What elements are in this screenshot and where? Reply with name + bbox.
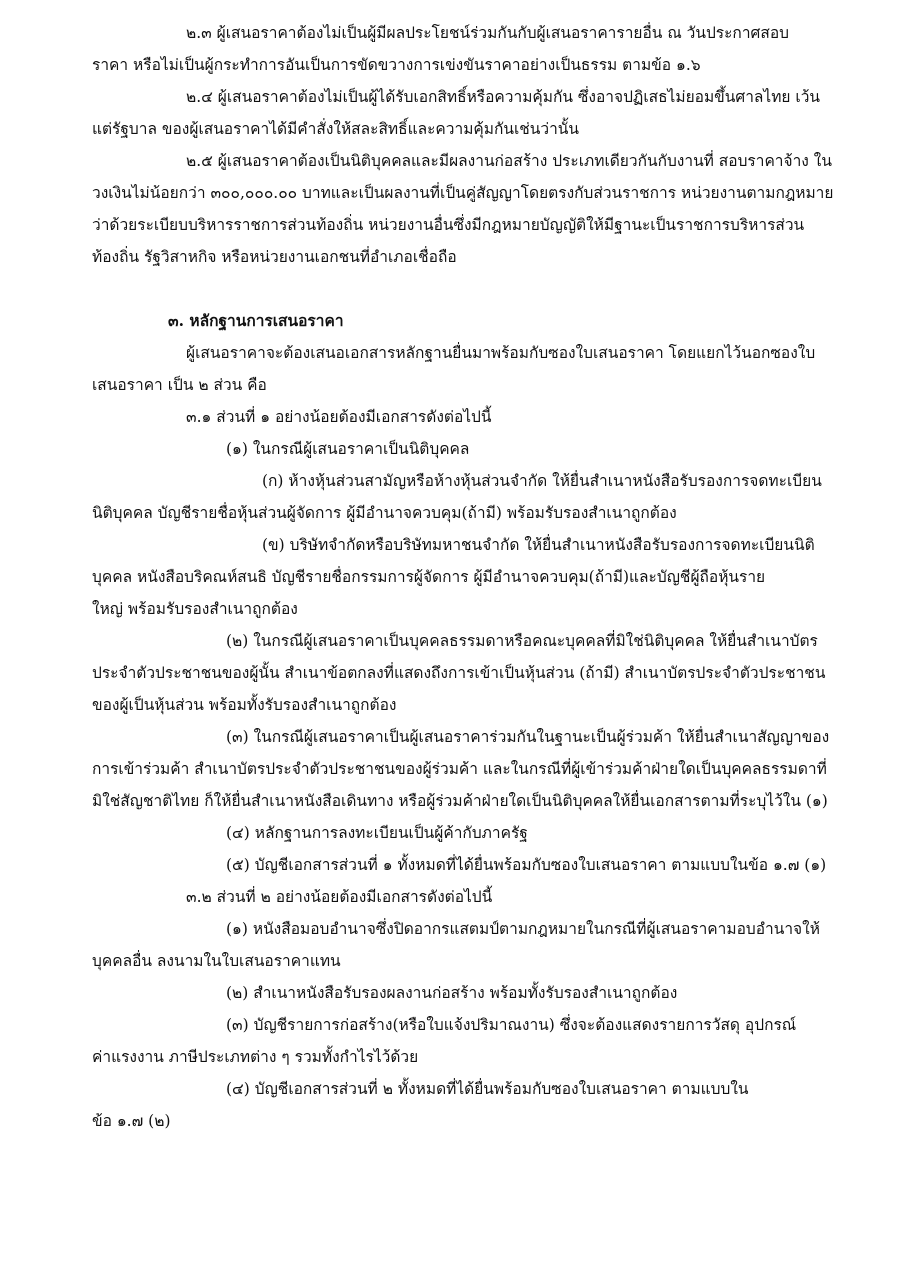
clause-2-5-line-2: วงเงินไม่น้อยกว่า ๓๐๐,๐๐๐.๐๐ บาทและเป็นผลงานที่เป็นคู่สัญญาโดยตรงกับส่วนราชการ หน่วยงานตามกฎหมาย — [92, 184, 834, 202]
clause-3-1-item-3-line-1: (๓) ในกรณีผู้เสนอราคาเป็นผู้เสนอราคาร่วมกันในฐานะเป็นผู้ร่วมค้า ให้ยื่นสำเนาสัญญาของ — [226, 728, 830, 746]
clause-3-1-item-2-line-1: (๒) ในกรณีผู้เสนอราคาเป็นบุคคลธรรมดาหรือคณะบุคคลที่มิใช่นิติบุคคล ให้ยื่นสำเนาบัตร — [226, 632, 818, 650]
clause-3-1-item-1a-line-2: นิติบุคคล บัญชีรายชื่อหุ้นส่วนผู้จัดการ ผู้มีอำนาจควบคุม(ถ้ามี) พร้อมรับรองสำเนาถูกต้อง — [92, 504, 677, 522]
clause-3-2-item-1-line-2: บุคคลอื่น ลงนามในใบเสนอราคาแทน — [92, 952, 341, 970]
clause-3-2-item-4-line-1: (๔) บัญชีเอกสารส่วนที่ ๒ ทั้งหมดที่ได้ยื่นพร้อมกับซองใบเสนอราคา ตามแบบใน — [226, 1080, 749, 1098]
clause-3-1-heading: ๓.๑ ส่วนที่ ๑ อย่างน้อยต้องมีเอกสารดังต่อไปนี้ — [186, 408, 492, 426]
clause-2-5-line-3: ว่าด้วยระเบียบบริหารราชการส่วนท้องถิ่น หน่วยงานอื่นซึ่งมีกฎหมายบัญญัติให้มีฐานะเป็นราชการบริหารส่วน — [92, 216, 805, 234]
clause-3-2-item-3-line-1: (๓) บัญชีรายการก่อสร้าง(หรือใบแจ้งปริมาณงาน) ซึ่งจะต้องแสดงรายการวัสดุ อุปกรณ์ — [226, 1016, 797, 1034]
clause-3-1-item-1b-line-1: (ข) บริษัทจำกัดหรือบริษัทมหาชนจำกัด ให้ยื่นสำเนาหนังสือรับรองการจดทะเบียนนิติ — [262, 536, 815, 554]
clause-3-2-item-2: (๒) สำเนาหนังสือรับรองผลงานก่อสร้าง พร้อมทั้งรับรองสำเนาถูกต้อง — [226, 984, 678, 1002]
clause-3-2-item-4-line-2: ข้อ ๑.๗ (๒) — [92, 1112, 171, 1130]
clause-3-2-item-1-line-1: (๑) หนังสือมอบอำนาจซึ่งปิดอากรแสตมป์ตามกฎหมายในกรณีที่ผู้เสนอราคามอบอำนาจให้ — [226, 920, 820, 938]
section-3-intro-line-1: ผู้เสนอราคาจะต้องเสนอเอกสารหลักฐานยื่นมาพร้อมกับซองใบเสนอราคา โดยแยกไว้นอกซองใบ — [186, 344, 816, 362]
clause-3-2-heading: ๓.๒ ส่วนที่ ๒ อย่างน้อยต้องมีเอกสารดังต่อไปนี้ — [186, 888, 493, 906]
clause-2-4-line-1: ๒.๔ ผู้เสนอราคาต้องไม่เป็นผู้ได้รับเอกสิทธิ์หรือความคุ้มกัน ซึ่งอาจปฏิเสธไม่ยอมขึ้นศาลไทย เว้น — [186, 88, 821, 106]
clause-3-1-item-5: (๕) บัญชีเอกสารส่วนที่ ๑ ทั้งหมดที่ได้ยื่นพร้อมกับซองใบเสนอราคา ตามแบบในข้อ ๑.๗ (๑) — [226, 856, 827, 874]
clause-3-1-item-1b-line-2: บุคคล หนังสือบริคณห์สนธิ บัญชีรายชื่อกรรมการผู้จัดการ ผู้มีอำนาจควบคุม(ถ้ามี)และบัญชีผู้ถือหุ้นราย — [92, 568, 766, 586]
clause-2-3-line-1: ๒.๓ ผู้เสนอราคาต้องไม่เป็นผู้มีผลประโยชน์ร่วมกันกับผู้เสนอราคารายอื่น ณ วันประกาศสอบ — [186, 24, 789, 42]
clause-3-1-item-4: (๔) หลักฐานการลงทะเบียนเป็นผู้ค้ากับภาครัฐ — [226, 824, 528, 842]
clause-3-1-item-1: (๑) ในกรณีผู้เสนอราคาเป็นนิติบุคคล — [226, 440, 470, 458]
clause-2-5-line-4: ท้องถิ่น รัฐวิสาหกิจ หรือหน่วยงานเอกชนที่อำเภอเชื่อถือ — [92, 248, 457, 266]
clause-2-3-line-2: ราคา หรือไม่เป็นผู้กระทำการอันเป็นการขัดขวางการเข่งขันราคาอย่างเป็นธรรม ตามข้อ ๑.๖ — [92, 56, 701, 74]
clause-2-5-line-1: ๒.๕ ผู้เสนอราคาต้องเป็นนิติบุคคลและมีผลงานก่อสร้าง ประเภทเดียวกันกับงานที่ สอบราคาจ้าง ใน — [186, 152, 832, 170]
clause-3-1-item-3-line-3: มิใช่สัญชาติไทย ก็ให้ยื่นสำเนาหนังสือเดินทาง หรือผู้ร่วมค้าฝ่ายใดเป็นนิติบุคคลให้ยื่นเอกสารตามที่ระบุไว้ใน (๑) — [92, 792, 828, 810]
clause-3-1-item-2-line-3: ของผู้เป็นหุ้นส่วน พร้อมทั้งรับรองสำเนาถูกต้อง — [92, 696, 397, 714]
clause-2-4-line-2: แต่รัฐบาล ของผู้เสนอราคาได้มีคำสั่งให้สละสิทธิ์และความคุ้มกันเช่นว่านั้น — [92, 120, 579, 138]
clause-3-1-item-2-line-2: ประจำตัวประชาชนของผู้นั้น สำเนาข้อตกลงที่แสดงถึงการเข้าเป็นหุ้นส่วน (ถ้ามี) สำเนาบัตรประจำตัวประชาชน — [92, 664, 826, 682]
clause-3-1-item-3-line-2: การเข้าร่วมค้า สำเนาบัตรประจำตัวประชาชนของผู้ร่วมค้า และในกรณีที่ผู้เข้าร่วมค้าฝ่ายใดเป็นบุคคลธรรมดาที่ — [92, 760, 827, 778]
section-3-heading: ๓. หลักฐานการเสนอราคา — [168, 311, 344, 330]
section-3-intro-line-2: เสนอราคา เป็น ๒ ส่วน คือ — [92, 376, 267, 394]
clause-3-1-item-1b-line-3: ใหญ่ พร้อมรับรองสำเนาถูกต้อง — [92, 600, 298, 618]
clause-3-2-item-3-line-2: ค่าแรงงาน ภาษีประเภทต่าง ๆ รวมทั้งกำไรไว้ด้วย — [92, 1048, 419, 1066]
clause-3-1-item-1a-line-1: (ก) ห้างหุ้นส่วนสามัญหรือห้างหุ้นส่วนจำกัด ให้ยื่นสำเนาหนังสือรับรองการจดทะเบียน — [262, 472, 822, 490]
